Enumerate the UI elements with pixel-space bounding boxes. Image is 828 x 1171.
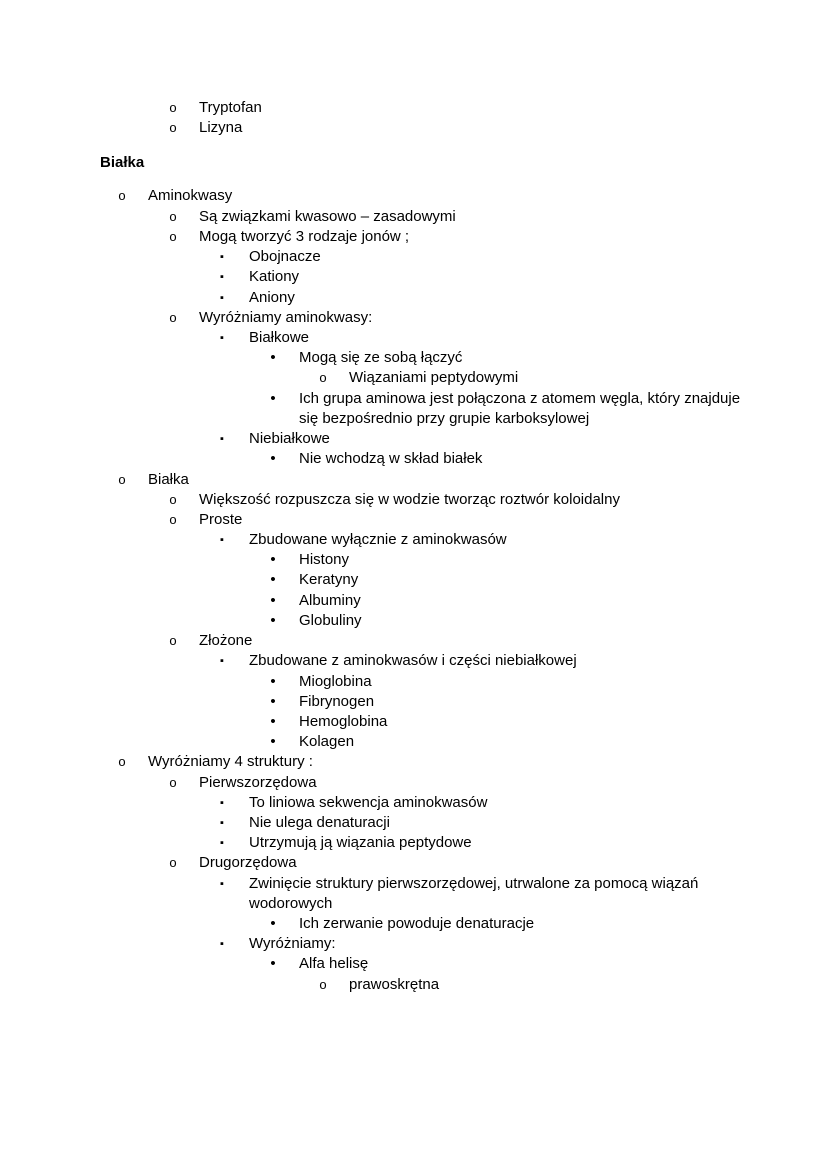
list-item-text: Białkowe	[249, 329, 310, 346]
list-item-text: Utrzymują ją wiązania peptydowe	[249, 834, 472, 851]
bullet-square-icon: ▪	[220, 938, 224, 950]
list-item	[0, 409, 828, 429]
bullet-square-icon: ▪	[220, 332, 224, 344]
list-item	[0, 308, 828, 328]
bullet-square-icon: ▪	[220, 271, 224, 283]
list-item-text: Kationy	[249, 268, 300, 285]
bullet-dot-icon: •	[270, 571, 276, 588]
list-item	[0, 389, 828, 409]
list-item-text: Zwinięcie struktury pierwszorzędowej, utrwalone za pomocą wiązań	[249, 875, 699, 892]
list-item-text: Są związkami kwasowo – zasadowymi	[199, 208, 456, 225]
list-item	[0, 449, 828, 469]
list-item	[0, 611, 828, 631]
bullet-square-icon: ▪	[220, 534, 224, 546]
list-item	[0, 328, 828, 348]
list-item-text: Fibrynogen	[299, 693, 375, 710]
list-item	[0, 118, 828, 138]
list-item	[0, 874, 828, 894]
list-item-text: Zbudowane wyłącznie z aminokwasów	[249, 531, 507, 548]
list-item-text: Wyróżniamy aminokwasy:	[199, 309, 373, 326]
list-item	[0, 570, 828, 590]
list-item-text: Mogą tworzyć 3 rodzaje jonów ;	[199, 228, 410, 245]
bullet-circle-icon: o	[169, 229, 177, 244]
list-item	[0, 672, 828, 692]
bullet-circle-icon: o	[169, 775, 177, 790]
bullet-circle-icon: o	[169, 492, 177, 507]
list-item	[0, 98, 828, 118]
list-item-text: Ich grupa aminowa jest połączona z atomem węgla, który znajduje	[299, 390, 741, 407]
list-item	[0, 429, 828, 449]
bullet-circle-icon: o	[169, 633, 177, 648]
list-item-text: Kolagen	[299, 733, 355, 750]
list-item-text: Większość rozpuszcza się w wodzie tworząc roztwór koloidalny	[199, 491, 620, 508]
list-item	[0, 914, 828, 934]
bullet-circle-icon: o	[169, 209, 177, 224]
list-item	[0, 247, 828, 267]
list-item	[0, 853, 828, 873]
bullet-square-icon: ▪	[220, 292, 224, 304]
list-item-text: Ich zerwanie powoduje denaturacje	[299, 915, 535, 932]
list-item	[0, 490, 828, 510]
list-item	[0, 510, 828, 530]
list-item-text: Nie wchodzą w skład białek	[299, 450, 483, 467]
list-item	[0, 752, 828, 772]
list-item	[0, 712, 828, 732]
list-item-text: Nie ulega denaturacji	[249, 814, 390, 831]
list-item-text: Globuliny	[299, 612, 362, 629]
bullet-square-icon: ▪	[220, 251, 224, 263]
list-item-text: Histony	[299, 551, 350, 568]
list-item	[0, 793, 828, 813]
list-item	[0, 470, 828, 490]
list-item	[0, 288, 828, 308]
bullet-dot-icon: •	[270, 349, 276, 366]
list-item	[0, 550, 828, 570]
list-item-text: Zbudowane z aminokwasów i części niebiałkowej	[249, 652, 577, 669]
list-item-text: Pierwszorzędowa	[199, 774, 317, 791]
bullet-circle-icon: o	[118, 754, 126, 769]
list-item-text: Aminokwasy	[148, 187, 233, 204]
bullet-circle-icon: o	[118, 188, 126, 203]
list-item-text: Albuminy	[299, 592, 361, 609]
list-item	[0, 813, 828, 833]
list-item	[0, 651, 828, 671]
list-item	[0, 954, 828, 974]
list-item	[0, 894, 828, 914]
list-item-text: Niebiałkowe	[249, 430, 330, 447]
bullet-dot-icon: •	[270, 915, 276, 932]
list-item-text: Drugorzędowa	[199, 854, 297, 871]
bullet-dot-icon: •	[270, 733, 276, 750]
bullet-square-icon: ▪	[220, 655, 224, 667]
bullet-dot-icon: •	[270, 390, 276, 407]
list-item	[0, 975, 828, 995]
list-item-text: Białka	[148, 471, 189, 488]
bullet-dot-icon: •	[270, 673, 276, 690]
bullet-circle-icon: o	[169, 310, 177, 325]
list-item	[0, 773, 828, 793]
list-item-text: Wiązaniami peptydowymi	[349, 369, 519, 386]
list-item-text: To liniowa sekwencja aminokwasów	[249, 794, 488, 811]
list-item	[0, 368, 828, 388]
list-item-text: wodorowych	[249, 895, 333, 912]
bullet-circle-icon: o	[319, 370, 327, 385]
list-item-text: Hemoglobina	[299, 713, 388, 730]
bullet-circle-icon: o	[169, 512, 177, 527]
section-heading: Białka	[100, 154, 145, 171]
list-item-text: Wyróżniamy:	[249, 935, 336, 952]
list-item-text: Obojnacze	[249, 248, 321, 265]
list-item-text: się bezpośrednio przy grupie karboksylowej	[299, 410, 590, 427]
list-item-text: Wyróżniamy 4 struktury :	[148, 753, 313, 770]
bullet-circle-icon: o	[169, 855, 177, 870]
list-item	[0, 591, 828, 611]
list-item	[0, 207, 828, 227]
bullet-dot-icon: •	[270, 592, 276, 609]
list-item-text: Aniony	[249, 289, 295, 306]
list-item	[0, 227, 828, 247]
list-item-text: Lizyna	[199, 119, 243, 136]
list-item	[0, 934, 828, 954]
list-item	[0, 833, 828, 853]
bullet-dot-icon: •	[270, 450, 276, 467]
bullet-square-icon: ▪	[220, 817, 224, 829]
bullet-dot-icon: •	[270, 693, 276, 710]
list-item-text: prawoskrętna	[349, 976, 440, 993]
bullet-dot-icon: •	[270, 612, 276, 629]
list-item-text: Mioglobina	[299, 673, 372, 690]
list-item	[0, 631, 828, 651]
bullet-dot-icon: •	[270, 551, 276, 568]
list-item-text: Keratyny	[299, 571, 359, 588]
bullet-circle-icon: o	[118, 472, 126, 487]
list-item	[0, 186, 828, 206]
list-item	[0, 692, 828, 712]
list-item-text: Proste	[199, 511, 243, 528]
bullet-square-icon: ▪	[220, 797, 224, 809]
list-item	[0, 348, 828, 368]
list-item-text: Mogą się ze sobą łączyć	[299, 349, 463, 366]
list-item	[0, 530, 828, 550]
list-item	[0, 732, 828, 752]
list-item-text: Alfa helisę	[299, 955, 369, 972]
bullet-circle-icon: o	[169, 120, 177, 135]
bullet-square-icon: ▪	[220, 837, 224, 849]
bullet-square-icon: ▪	[220, 878, 224, 890]
list-item-text: Tryptofan	[199, 99, 262, 116]
bullet-circle-icon: o	[319, 977, 327, 992]
bullet-square-icon: ▪	[220, 433, 224, 445]
bullet-circle-icon: o	[169, 100, 177, 115]
list-item	[0, 267, 828, 287]
bullet-dot-icon: •	[270, 955, 276, 972]
bullet-dot-icon: •	[270, 713, 276, 730]
list-item-text: Złożone	[199, 632, 253, 649]
